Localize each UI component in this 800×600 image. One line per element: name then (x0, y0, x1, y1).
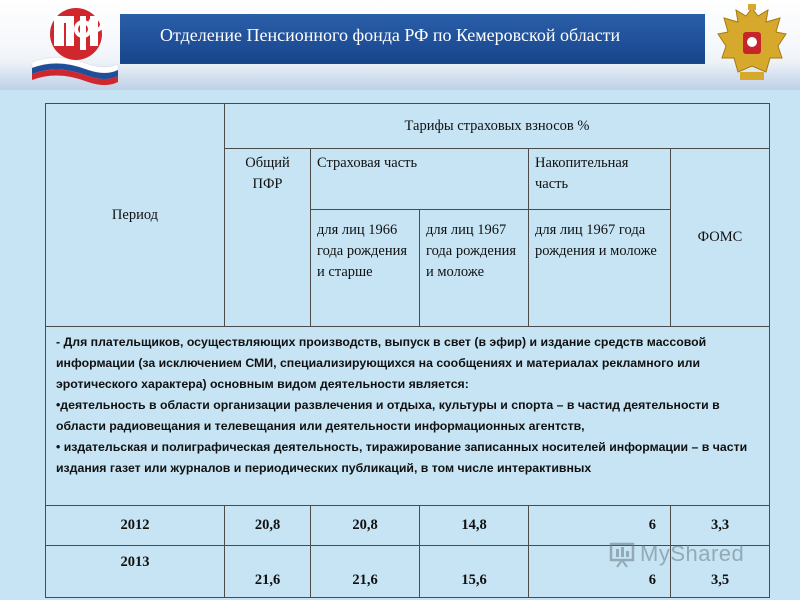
subheader-1966: для лиц 1966 года рождения и старше (311, 210, 420, 327)
row-ins-1966-value: 20,8 (311, 506, 420, 546)
row-funded-value: 6 (529, 546, 671, 598)
insurance-part-header: Страховая часть (311, 149, 529, 210)
pfr-logo-icon (28, 4, 120, 86)
funded-part-header: Накопительная часть (529, 149, 671, 210)
row-pfr-value: 21,6 (225, 546, 311, 598)
row-foms-value: 3,3 (671, 506, 770, 546)
subheader-1967-funded: для лиц 1967 года рождения и моложе (529, 210, 671, 327)
subheader-1967-insurance: для лиц 1967 года рождения и моложе (420, 210, 529, 327)
notes-line: •деятельность в области организации развлечения и отдыха, культуры и спорта – в частид деятельности в области радиовещания и телевещания или деятельности информационных агентств, (56, 398, 720, 433)
notes-line: - Для плательщиков, осуществляющих производств, выпуск в свет (в эфир) и издание средств массовой информации (за исключением СМИ, специализирующихся на сообщениях и материалах рекламного или эротического характера) основным видом деятельности является: (56, 335, 707, 391)
row-year: 2013 (46, 546, 225, 598)
row-ins-1967-value: 15,6 (420, 546, 529, 598)
row-funded-value: 6 (529, 506, 671, 546)
eligibility-notes (46, 327, 770, 506)
foms-header: ФОМС (671, 149, 770, 327)
russian-coat-of-arms-icon (712, 2, 792, 86)
tariffs-header: Тарифы страховых взносов % (225, 104, 770, 149)
header-fade (0, 62, 800, 90)
slide-header (0, 0, 800, 90)
notes-line: • издательская и полиграфическая деятельность, тиражирование записанных носителей информации – в части издания газет или журналов и периодических публикаций, в том числе интерактивных (56, 440, 748, 475)
row-year: 2012 (46, 506, 225, 546)
row-pfr-value: 20,8 (225, 506, 311, 546)
watermark-text: MyShared (640, 541, 745, 566)
row-ins-1966-value: 21,6 (311, 546, 420, 598)
watermark (608, 537, 768, 573)
header-title: Отделение Пенсионного фонда РФ по Кемеровской области (160, 25, 621, 45)
row-foms-value: 3,5 (671, 546, 770, 598)
presentation-board-icon (608, 539, 638, 569)
pfr-general-header: Общий ПФР (225, 149, 311, 327)
tariffs-table (45, 103, 770, 598)
row-ins-1967-value: 14,8 (420, 506, 529, 546)
period-header: Период (46, 104, 225, 327)
